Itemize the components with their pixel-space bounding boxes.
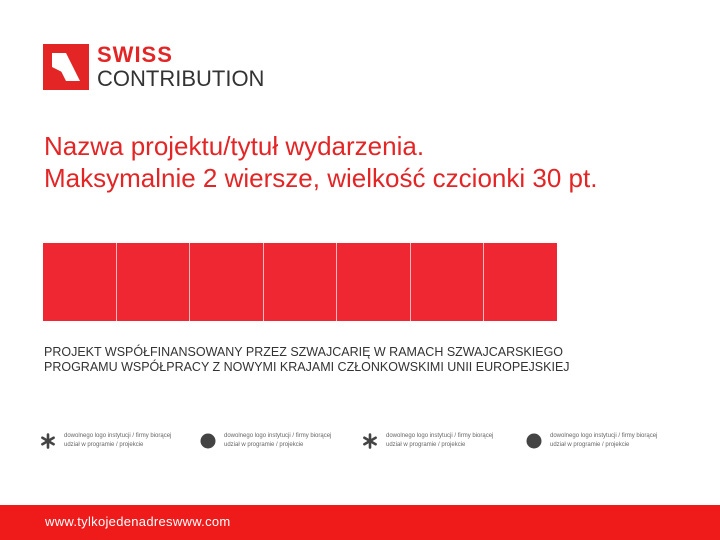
partner-logo-placeholder-3 [362,432,493,450]
red-strip-cell [117,243,191,321]
red-strip-cell [484,243,557,321]
footer-bar [0,505,720,540]
red-strip-cell [43,243,117,321]
partner-caption-line-1: dowolnego logo instytucji / firmy biorącej [550,433,658,439]
logo-wordmark [97,44,264,90]
partner-logo-placeholder-2 [200,432,331,450]
cofinancing-line-2: PROGRAMU WSPÓŁPRACY Z NOWYMI KRAJAMI CZŁONKOWSKIMI UNII EUROPEJSKIEJ [44,360,570,374]
swiss-contribution-logo [43,44,264,90]
slide-title-line-2: Maksymalnie 2 wiersze, wielkość czcionki 30 pt. [44,163,598,193]
partner-logo-caption [64,432,171,450]
red-strip-cell [411,243,485,321]
asterisk-icon [40,433,56,449]
slide-title-line-1: Nazwa projektu/tytuł wydarzenia. [44,131,425,161]
partner-logo-caption [386,432,493,450]
circle-icon [526,433,542,449]
partner-caption-line-2: udział w programie / projekcie [550,442,630,448]
red-image-strip [43,243,557,321]
cofinancing-line-1: PROJEKT WSPÓŁFINANSOWANY PRZEZ SZWAJCARIĘ W RAMACH SZWAJCARSKIEGO [44,345,564,359]
asterisk-icon [362,433,378,449]
red-strip-cell [264,243,338,321]
logo-line-swiss: SWISS [97,42,173,67]
cofinancing-statement [44,345,694,375]
partner-caption-line-1: dowolnego logo instytucji / firmy biorącej [386,433,494,439]
partner-caption-line-2: udział w programie / projekcie [224,442,304,448]
partner-caption-line-2: udział w programie / projekcie [386,442,466,448]
partner-logo-caption [550,432,657,450]
slide-title [44,130,704,194]
red-strip-cell [337,243,411,321]
partner-logo-placeholders [40,432,700,462]
logo-line-contribution: CONTRIBUTION [97,66,265,91]
partner-logo-placeholder-1 [40,432,171,450]
partner-logo-placeholder-4 [526,432,657,450]
partner-caption-line-1: dowolnego logo instytucji / firmy biorącej [64,433,172,439]
swiss-contribution-mark-icon [43,44,89,90]
footer-website-link[interactable]: www.tylkojedenadreswww.com [45,514,231,529]
red-strip-cell [190,243,264,321]
partner-caption-line-1: dowolnego logo instytucji / firmy biorącej [224,433,332,439]
partner-logo-caption [224,432,331,450]
partner-caption-line-2: udział w programie / projekcie [64,442,144,448]
circle-icon [200,433,216,449]
